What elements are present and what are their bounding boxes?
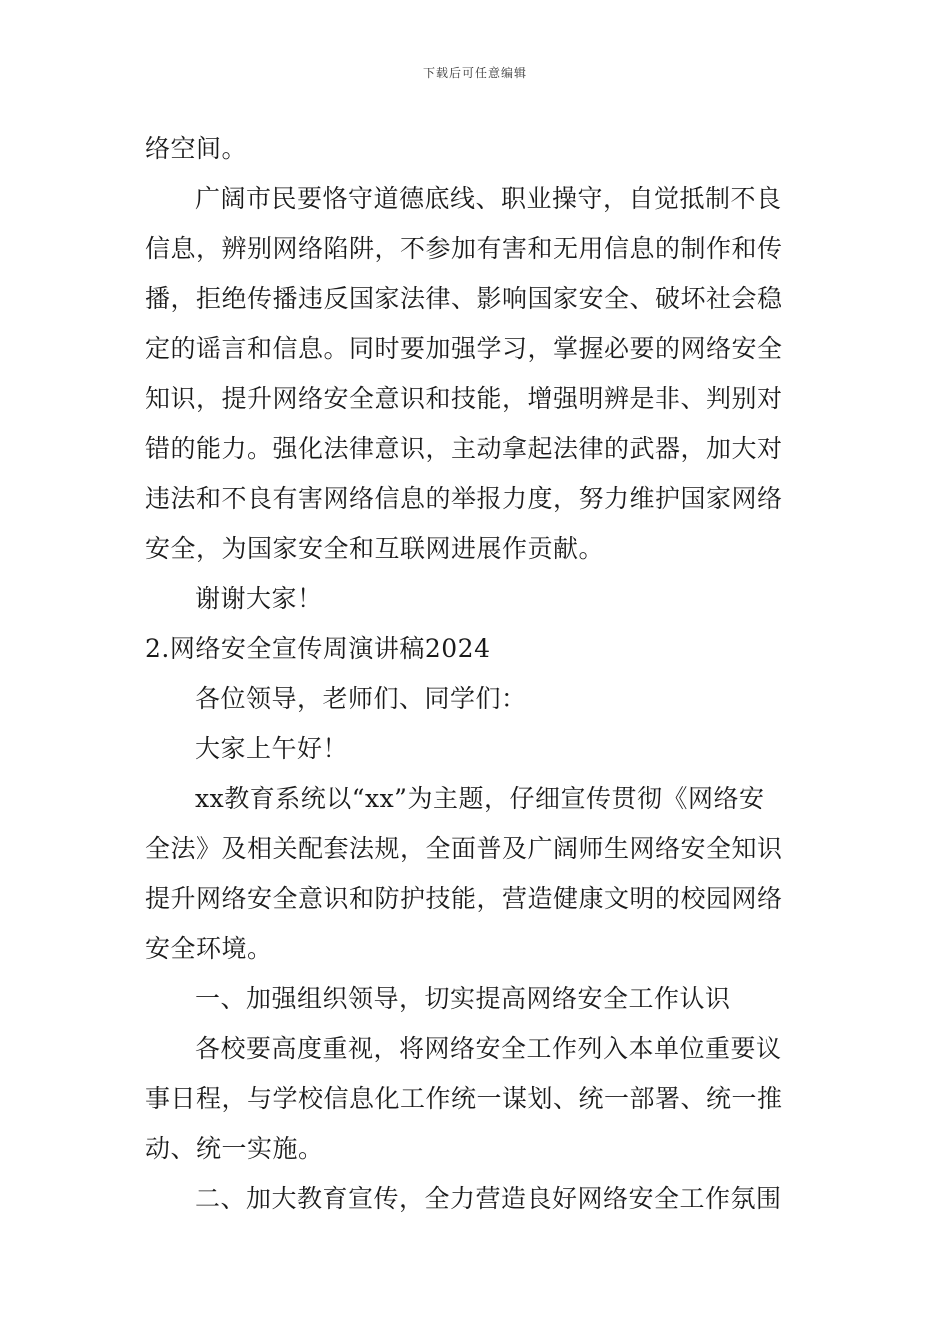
section-title: 2.网络安全宣传周演讲稿2024 bbox=[145, 634, 491, 663]
text-line: 定的谣言和信息。同时要加强学习，掌握必要的网络安全 bbox=[145, 334, 783, 363]
text-line: 播，拒绝传播违反国家法律、影响国家安全、破坏社会稳 bbox=[145, 284, 783, 313]
text-line: 广阔市民要恪守道德底线、职业操守，自觉抵制不良 bbox=[195, 184, 782, 213]
closing-line: 谢谢大家！ bbox=[195, 584, 323, 613]
text-line: xx教育系统以“xx”为主题，仔细宣传贯彻《网络安 bbox=[195, 784, 765, 813]
text-line: 络空间。 bbox=[145, 134, 248, 163]
text-line: 提升网络安全意识和防护技能，营造健康文明的校园网络 bbox=[145, 884, 783, 913]
page-header: 下载后可任意编辑 bbox=[422, 66, 527, 80]
text-line: 错的能力。强化法律意识，主动拿起法律的武器，加大对 bbox=[145, 434, 783, 463]
text-line: 动、统一实施。 bbox=[145, 1134, 324, 1163]
text-line: 违法和不良有害网络信息的举报力度，努力维护国家网络 bbox=[145, 484, 783, 513]
text-line: 安全，为国家安全和互联网进展作贡献。 bbox=[145, 534, 605, 563]
text-line: 事日程，与学校信息化工作统一谋划、统一部署、统一推 bbox=[145, 1084, 783, 1113]
text-line: 安全环境。 bbox=[145, 934, 273, 963]
salutation-line: 各位领导，老师们、同学们： bbox=[195, 684, 527, 713]
subheading-line: 一、加强组织领导，切实提高网络安全工作认识 bbox=[195, 984, 731, 1013]
subheading-line: 二、加大教育宣传，全力营造良好网络安全工作氛围 bbox=[195, 1184, 782, 1213]
text-line: 全法》及相关配套法规，全面普及广阔师生网络安全知识 bbox=[145, 834, 783, 863]
text-line: 知识，提升网络安全意识和技能，增强明辨是非、判别对 bbox=[145, 384, 783, 413]
text-line: 信息，辨别网络陷阱，不参加有害和无用信息的制作和传 bbox=[145, 234, 783, 263]
greeting-line: 大家上午好！ bbox=[195, 734, 349, 763]
document-body bbox=[145, 124, 815, 1224]
text-line: 各校要高度重视，将网络安全工作列入本单位重要议 bbox=[195, 1034, 782, 1063]
